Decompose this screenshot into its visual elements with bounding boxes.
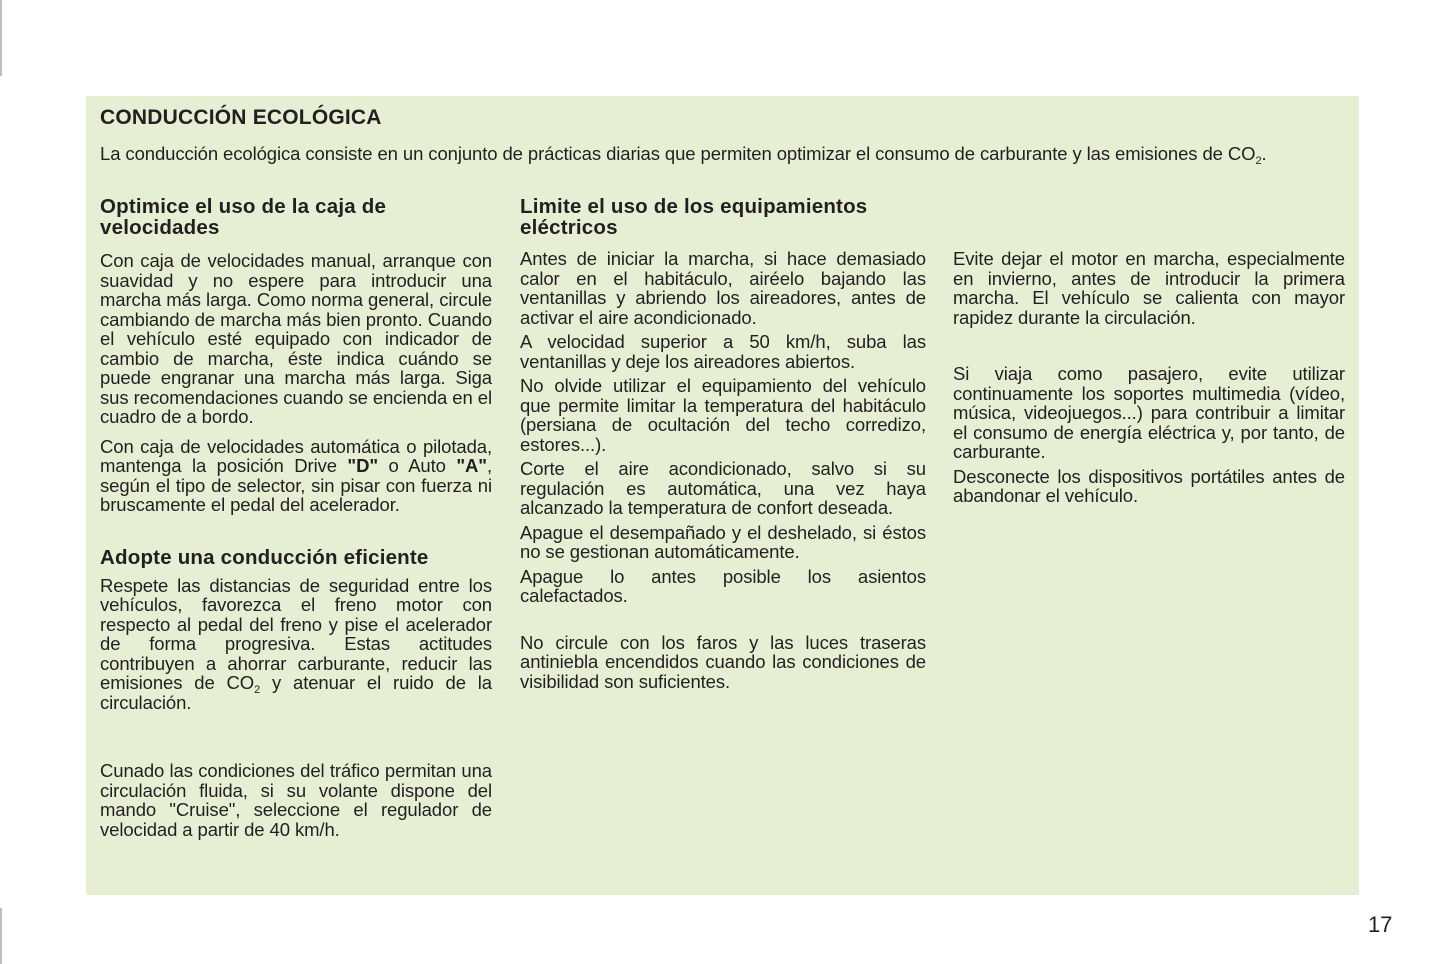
efficient-text-2: y atenuar el ruido de la circulación. (100, 672, 492, 713)
column-2 (520, 196, 926, 691)
paragraph-automatic-gearbox (100, 437, 492, 515)
paragraph-fog-lights: No circule con los faros y las luces traseras antiniebla encendidos cuando las condiciones de visibilidad son suficientes. (520, 631, 926, 692)
paragraph-portable-devices: Desconecte los dispositivos portátiles antes de abandonar el vehículo. (953, 465, 1345, 506)
paragraph-windows: A velocidad superior a 50 km/h, suba las ventanillas y deje los aireadores abiertos. (520, 331, 926, 372)
paragraph-demist: Apague el desempañado y el deshelado, si éstos no se gestionan automáticamente. (520, 521, 926, 562)
paragraph-sunblind: No olvide utilizar el equipamiento del vehículo que permite limitar la temperatura del habitáculo (persiana de ocultación del techo corredizo, estores...). (520, 375, 926, 455)
column-1 (100, 196, 492, 839)
page-title: CONDUCCIÓN ECOLÓGICA (100, 106, 382, 129)
paragraph-idle-engine: Evite dejar el motor en marcha, especialmente en invierno, antes de introducir la primera marcha. El vehículo se calienta con mayor rapidez durante la circulación. (953, 248, 1345, 328)
efficient-text-1: Respete las distancias de seguridad entre los vehículos, favorezca el freno motor con respecto al pedal del freno y pise el acelerador de forma progresiva. Estas actitudes contribuyen a ahorrar carburante, reducir las emisiones de CO (100, 574, 492, 693)
drive-label: "D" (347, 455, 379, 476)
paragraph-heated-seats: Apague lo antes posible los asientos calefactados. (520, 565, 926, 606)
intro-paragraph (100, 143, 1345, 167)
paragraph-heat: Antes de iniciar la marcha, si hace demasiado calor en el habitáculo, airéelo bajando las ventanillas y abriendo los aireadores, antes de activar el aire acondicionado. (520, 248, 926, 328)
heading-electrical: Limite el uso de los equipamientos eléctricos (520, 195, 868, 239)
intro-text: La conducción ecológica consiste en un conjunto de prácticas diarias que permiten optimizar el consumo de carburante y las emisiones de CO (100, 143, 1256, 164)
paragraph-air-conditioning: Corte el aire acondicionado, salvo si su regulación es automática, una vez haya alcanzado la temperatura de confort deseada. (520, 458, 926, 518)
heading-gearbox: Optimice el uso de la caja de velocidades (100, 195, 387, 239)
heading-efficient-driving: Adopte una conducción eficiente (100, 545, 429, 569)
page-number: 17 (1368, 912, 1393, 937)
paragraph-passenger-multimedia: Si viaja como pasajero, evite utilizar continuamente los soportes multimedia (vídeo, música, videojuegos...) para contribuir a limitar el consumo de energía eléctrica y, por tanto, de carburante. (953, 363, 1345, 462)
auto-text-3: , según el tipo de selector, sin pisar con fuerza ni bruscamente el pedal del acelerador. (100, 455, 492, 515)
intro-end: . (1261, 143, 1267, 164)
paragraph-cruise: Cunado las condiciones del tráfico permitan una circulación fluida, si su volante dispone del mando "Cruise", seleccione el regulador de velocidad a partir de 40 km/h. (100, 760, 492, 840)
page-edge-top (0, 0, 2, 76)
auto-text-1: Con caja de velocidades automática o pilotada, mantenga la posición Drive (100, 435, 492, 476)
page-edge-bottom (0, 908, 2, 964)
paragraph-efficient-driving (100, 576, 492, 713)
auto-label: "A" (456, 455, 487, 476)
column-3 (953, 249, 1345, 506)
paragraph-manual-gearbox: Con caja de velocidades manual, arranque con suavidad y no espere para introducir una marcha más larga. Como norma general, circule cambiando de marcha más bien pronto. Cuando el vehículo esté equipado con indicador de cambio de marcha, éste indica cuándo se puede engranar una marcha más larga. Siga sus recomendaciones cuando se encienda en el cuadro de a bordo. (100, 250, 492, 427)
auto-text-2: o Auto (378, 455, 457, 476)
intro-subscript: 2 (1255, 155, 1262, 167)
efficient-subscript: 2 (254, 684, 261, 696)
